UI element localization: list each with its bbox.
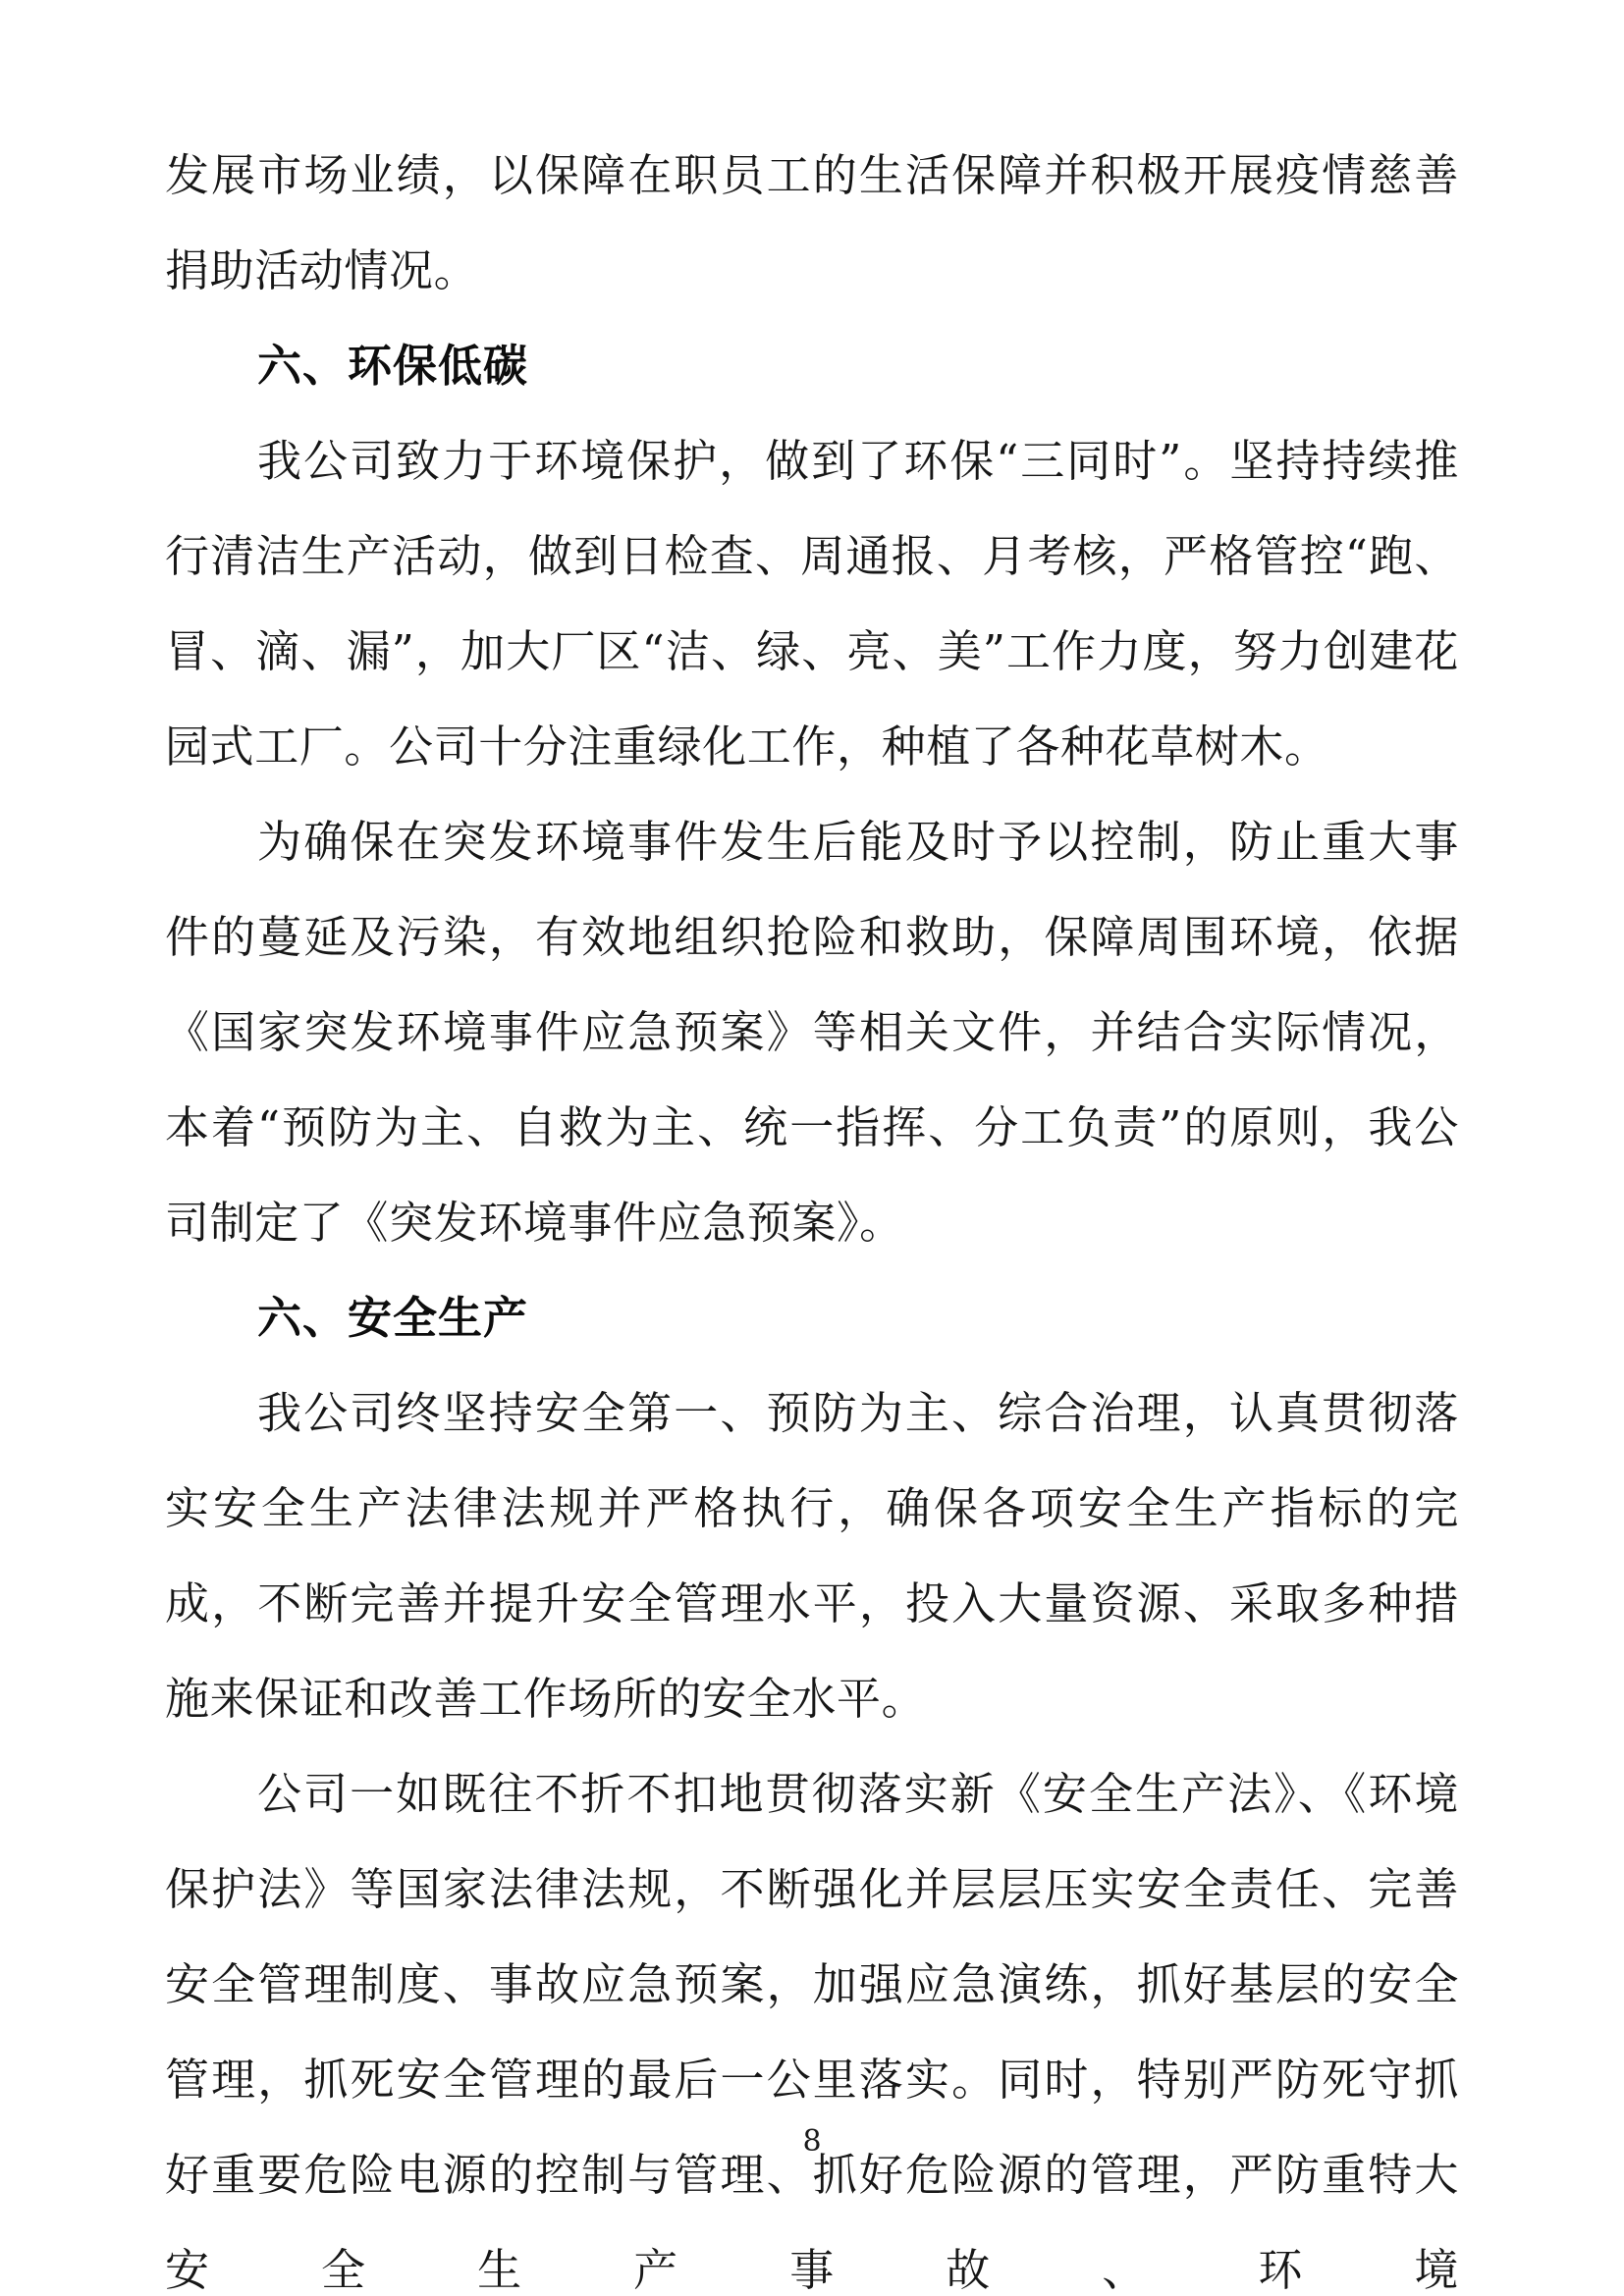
- paragraph-safety-laws: 公司一如既往不折不扣地贯彻落实新《安全生产法》、《环境保护法》等国家法律法规，不断强化并层层压实安全责任、完善安全管理制度、事故应急预案，加强应急演练，抓好基层的安全管理，抓死安全管理的最后一公里落实。同时，特别严防死守抓好重要危险电源的控制与管理、抓好危险源的管理，严防重特大安全生产事故、环境: [165, 1768, 1459, 2296]
- section-heading-environment: 六、环保低碳: [257, 340, 529, 392]
- page-number: 8: [802, 2124, 822, 2159]
- paragraph-continuation: 发展市场业绩，以保障在职员工的生活保障并积极开展疫情慈善捐助活动情况。: [165, 149, 1459, 296]
- document-body: [165, 128, 1459, 2296]
- paragraph-emergency-plan: 为确保在突发环境事件发生后能及时予以控制，防止重大事件的蔓延及污染，有效地组织抢险和救助，保障周围环境，依据《国家突发环境事件应急预案》等相关文件，并结合实际情况，本着“预防为主、自救为主、统一指挥、分工负责”的原则，我公司制定了《突发环境事件应急预案》。: [165, 816, 1459, 1249]
- paragraph-environment-protection: 我公司致力于环境保护，做到了环保“三同时”。坚持持续推行清洁生产活动，做到日检查、周通报、月考核，严格管控“跑、冒、滴、漏”，加大厂区“洁、绿、亮、美”工作力度，努力创建花园式工厂。公司十分注重绿化工作，种植了各种花草树木。: [165, 435, 1459, 773]
- paragraph-safety-first: 我公司终坚持安全第一、预防为主、综合治理，认真贯彻落实安全生产法律法规并严格执行，确保各项安全生产指标的完成，不断完善并提升安全管理水平，投入大量资源、采取多种措施来保证和改善工作场所的安全水平。: [165, 1387, 1459, 1725]
- section-heading-safety-production: 六、安全生产: [257, 1292, 529, 1344]
